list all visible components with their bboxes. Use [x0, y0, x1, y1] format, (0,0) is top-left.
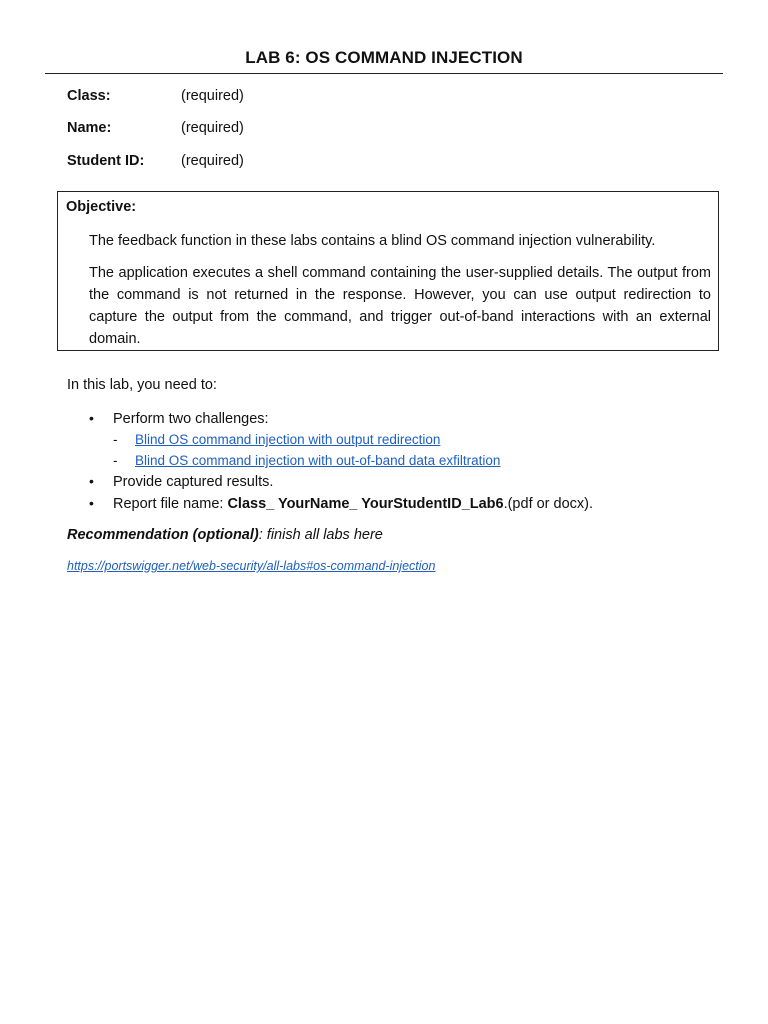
- dash-icon: -: [113, 432, 118, 447]
- bullet-icon: •: [89, 495, 94, 511]
- report-prefix: Report file name:: [113, 496, 228, 512]
- bullet-icon: •: [89, 410, 94, 426]
- sub-list-item: [113, 453, 500, 468]
- report-suffix: .(pdf or docx).: [503, 496, 594, 512]
- recommendation-label: Recommendation (optional): [67, 527, 259, 543]
- student-id-field: [67, 153, 244, 169]
- objective-label: Objective:: [66, 199, 137, 215]
- objective-paragraph-1: The feedback function in these labs contains a blind OS command injection vulnerability.: [89, 233, 656, 249]
- student-id-value: (required): [181, 153, 244, 169]
- bullet-icon: •: [89, 473, 94, 489]
- name-value: (required): [181, 120, 244, 136]
- objective-box: [57, 191, 719, 351]
- sub-list-item: [113, 432, 440, 447]
- recommendation-text: : finish all labs here: [258, 527, 383, 543]
- list-item-text: [113, 496, 593, 512]
- list-item: [89, 495, 593, 512]
- recommendation: [67, 527, 383, 543]
- challenge-link-out-of-band[interactable]: Blind OS command injection with out-of-band data exfiltration: [135, 453, 501, 468]
- class-value: (required): [181, 88, 244, 104]
- challenge-link-output-redirection[interactable]: Blind OS command injection with output redirection: [135, 432, 441, 447]
- dash-icon: -: [113, 453, 118, 468]
- objective-paragraph-2: The application executes a shell command containing the user-supplied details. The output from the command is not returned in the response. However, you can use output redirection to capture the output from the command, and trigger out-of-band interactions with an external domain.: [89, 265, 711, 347]
- list-item-text: Provide captured results.: [113, 474, 274, 490]
- list-item: [89, 410, 269, 427]
- student-id-label: Student ID:: [67, 153, 145, 169]
- name-label: Name:: [67, 120, 112, 136]
- title-divider: [45, 73, 723, 74]
- intro-text: In this lab, you need to:: [67, 377, 217, 393]
- name-field: [67, 120, 244, 136]
- page-title: LAB 6: OS COMMAND INJECTION: [245, 48, 523, 67]
- list-item-text: Perform two challenges:: [113, 411, 269, 427]
- portswigger-labs-link[interactable]: https://portswigger.net/web-security/all-labs#os-command-injection: [67, 559, 436, 573]
- list-item: [89, 473, 273, 490]
- report-filename: Class_ YourName_ YourStudentID_Lab6: [227, 496, 504, 512]
- class-label: Class:: [67, 88, 111, 104]
- class-field: [67, 88, 244, 104]
